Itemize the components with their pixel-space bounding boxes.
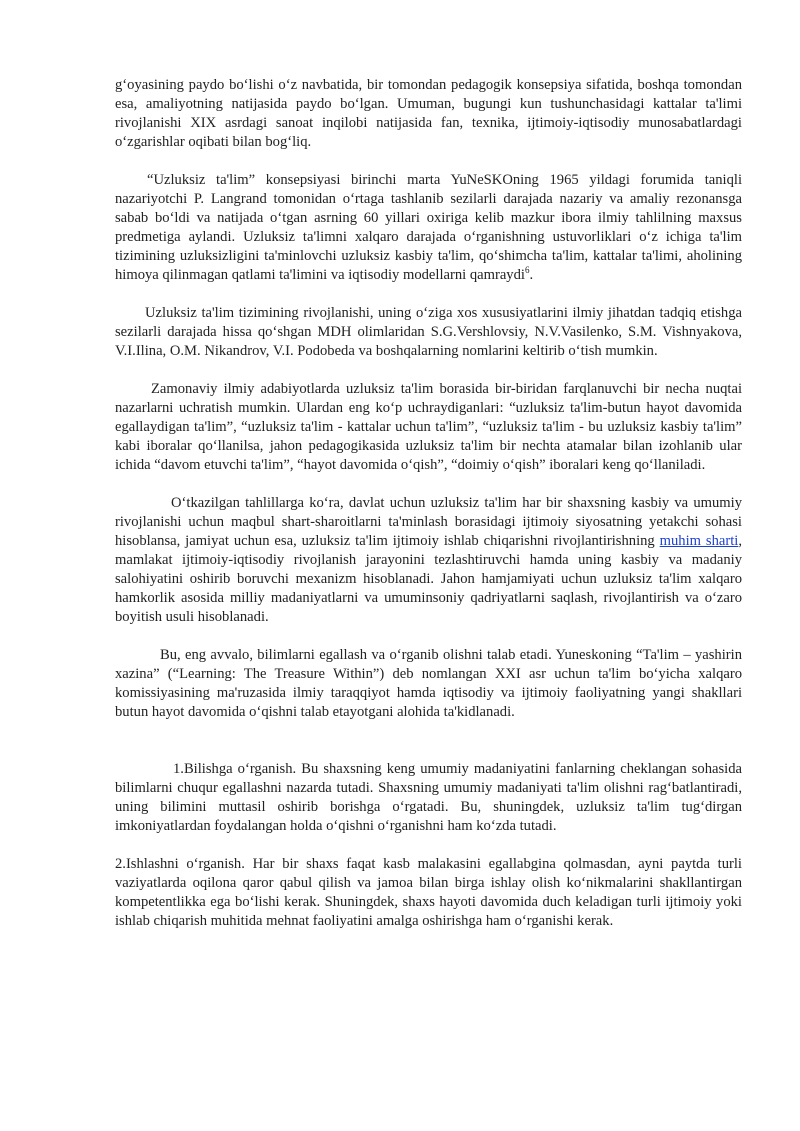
paragraph-6: Bu, eng avvalo, bilimlarni egallash va o‘rganib olishni talab etadi. Yuneskoning “Ta'lim – yashirin xazina” (“Learning: The Treasure Within”) deb nomlangan XXI asr uchun ta'lim bo‘yicha xalqaro komissiyasining ma'ruzasida ilmiy taraqqiyot hamda iqtisodiy va ijtimoiy faoliyatning yangi shakllari butun hayot davomida o‘qishni talab etayotgani alohida ta'kidlanadi. xyxy=(115,647,742,720)
document-page xyxy=(115,76,742,931)
paragraph-8: 2.Ishlashni o‘rganish. Har bir shaxs faqat kasb malakasini egallabgina qolmasdan, ayni paytda turli vaziyatlarda oqilona qaror qabul qilish va jamoa bilan birga ishlay olish ko‘nikmalarini shakllantirgan kompetentlikka ega bo‘lishi kerak. Shuningdek, shaxs hayoti davomida duch keladigan turli ijtimoiy yoki ishlab chiqarish muhitida mehnat faoliyatini amalga oshirishga ham o‘rganishi kerak. xyxy=(115,856,742,929)
paragraph-5 xyxy=(115,494,742,627)
paragraph-7: 1.Bilishga o‘rganish. Bu shaxsning keng umumiy madaniyatini fanlarning cheklangan sohasida bilimlarni chuqur egallashni nazarda tutadi. Shaxsning umumiy madaniyati ta'lim olishni rag‘batlantiradi, uning bilimini muttasil oshirib borishga o‘rgatadi. Bu, shuningdek, uzluksiz ta'lim tug‘dirgan imkoniyatlardan foydalangan holda o‘qishni o‘rganishni ham ko‘zda tutadi. xyxy=(115,761,742,834)
paragraph-2-end: . xyxy=(529,267,534,283)
paragraph-2-text: “Uzluksiz ta'lim” konsepsiyasi birinchi marta YuNeSKOning 1965 yildagi forumida taniqli nazariyotchi P. Langrand tomonidan o‘rtaga tashlanib sezilarli darajada nazariy va amaliy rezonansga sabab bo‘ldi va natijada o‘tgan asrning 60 yillari oxiriga kelib mazkur ibora ilmiy tahlilning maxsus predmetiga aylandi. Uzluksiz ta'limni xalqaro darajada o‘rganishning ustuvorliklari o‘z ichiga ta'lim tizimining uzluksizligini ta'minlovchi uzluksiz kasbiy ta'lim, qo‘shimcha ta'lim, kattalar ta'limi, aholining himoya qilinmagan qatlami ta'limini va iqtisodiy modellarni qamraydi xyxy=(115,172,742,283)
paragraph-3: Uzluksiz ta'lim tizimining rivojlanishi, uning o‘ziga xos xususiyatlarini ilmiy jihatdan tadqiq etishga sezilarli darajada hissa qo‘shgan MDH olimlaridan S.G.Vershlovsiy, N.V.Vasilenko, S.M. Vishnyakova, V.I.Ilina, O.M. Nikandrov, V.I. Podobeda va boshqalarning nomlarini keltirib o‘tish mumkin. xyxy=(115,305,742,359)
muhim-sharti-link[interactable]: muhim sharti xyxy=(659,533,739,549)
paragraph-1: g‘oyasining paydo bo‘lishi o‘z navbatida, bir tomondan pedagogik konsepsiya sifatida, boshqa tomondan esa, amaliyotning natijasida paydo bo‘lgan. Umuman, bugungi kun tushunchasidagi kattalar ta'limi rivojlanishi XIX asrdagi sanoat inqilobi natijasida fan, texnika, ijtimoiy-iqtisodiy munosabatlardagi o‘zgarishlar oqibati bilan bog‘liq. xyxy=(115,77,742,150)
paragraph-2 xyxy=(115,171,742,285)
paragraph-5-text-a: O‘tkazilgan tahlillarga ko‘ra, davlat uchun uzluksiz ta'lim har bir shaxsning kasbiy va umumiy rivojlanishi uchun maqbul shart-sharoitlarni ta'minlash borasidagi ijtimoiy siyosatning yetakchi sohasi hisoblansa, jamiyat uchun esa, uzluksiz ta'lim ijtimoiy ishlab chiqarishni rivojlantirishning xyxy=(115,495,742,549)
paragraph-5-text-b: , mamlakat ijtimoiy-iqtisodiy rivojlanish jarayonini tezlashtiruvchi hamda uning kasbiy va madaniy salohiyatini oshirib boruvchi mexanizm hisoblanadi. Jahon hamjamiyati uchun uzluksiz ta'lim xalqaro hamkorlik asosida milliy madaniyatlarni va umuminsoniy qadriyatlarni saqlash, rivojlantirish va o‘zaro boyitish usuli hisoblanadi. xyxy=(115,533,742,625)
paragraph-4: Zamonaviy ilmiy adabiyotlarda uzluksiz ta'lim borasida bir-biridan farqlanuvchi bir necha nuqtai nazarlarni uchratish mumkin. Ulardan eng ko‘p uchraydiganlari: “uzluksiz ta'lim-butun hayot davomida egallaydigan ta'lim”, “uzluksiz ta'lim - kattalar uchun ta'lim”, “uzluksiz ta'lim - bu uzluksiz kasbiy ta'lim” kabi iboralar qo‘llanilsa, jahon pedagogikasida uzluksiz ta'lim bir nechta atamalar bilan izohlanib ular ichida “davom etuvchi ta'lim”, “hayot davomida o‘qish”, “doimiy o‘qish” iboralari keng qo‘llaniladi. xyxy=(115,381,742,473)
footnote-ref[interactable]: 6 xyxy=(524,265,530,276)
